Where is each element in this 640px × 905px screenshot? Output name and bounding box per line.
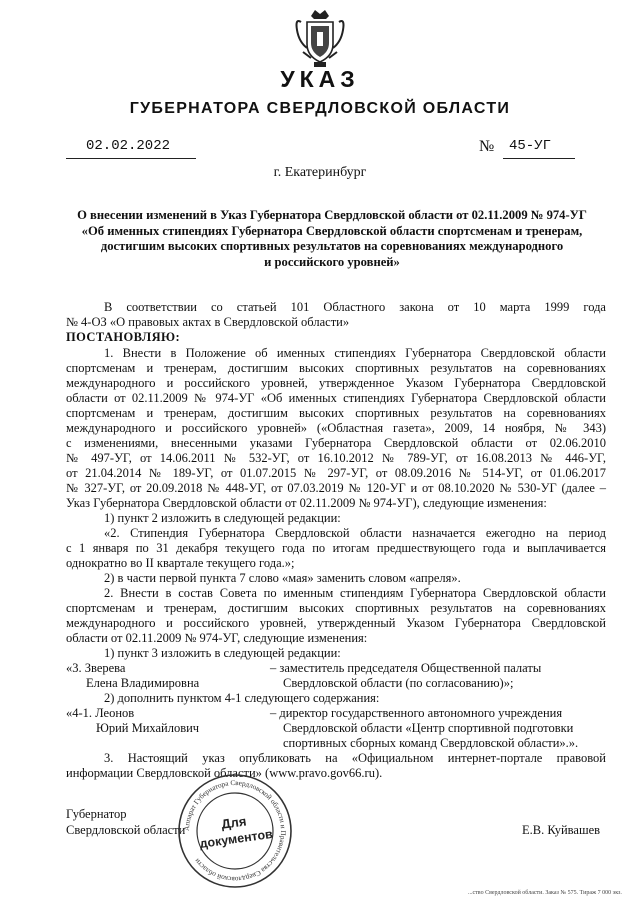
- entry41-position: – директор государственного автономного учреждения: [270, 706, 563, 720]
- document-title: УКАЗ: [280, 66, 360, 92]
- document-subtitle: ГУБЕРНАТОРА СВЕРДЛОВСКОЙ ОБЛАСТИ: [129, 100, 511, 117]
- signatory-position: Губернатор: [66, 807, 127, 821]
- stamp-center-text: Для: [220, 813, 248, 832]
- entry3-name: Елена Владимировна: [86, 676, 200, 690]
- entry41-position: Свердловской области «Центр спортивной подготовки: [283, 721, 574, 735]
- heading-line: и российского уровней»: [264, 254, 400, 269]
- item1-line: области от 02.11.2009 № 974-УГ «Об именных стипендиях Губернатора Свердловской области: [66, 391, 606, 405]
- item1-line: международного и российского уровней, утвержденное Указом Губернатора Свердловской: [66, 376, 606, 390]
- item2-line: области от 02.11.2009 № 974-УГ, следующие изменения:: [66, 631, 368, 645]
- decree-heading: [62, 208, 602, 270]
- item1-line: Указ Губернатора Свердловской области от 02.11.2009 № 974-УГ), следующие изменения:: [66, 496, 547, 510]
- stamp-ring-text: Аппарат Губернатора Свердловской области и Правительства Свердловской области: [182, 778, 288, 884]
- date-field: [66, 138, 196, 159]
- item1-line: № 497-УГ, от 14.06.2011 № 532-УГ, от 16.10.2012 № 789-УГ, от 16.08.2013 № 446-УГ,: [66, 451, 606, 465]
- entry3-surname: «3. Зверева: [66, 661, 126, 675]
- preamble-line: № 4-ОЗ «О правовых актах в Свердловской области»: [66, 315, 350, 329]
- item1-quote-line: «2. Стипендия Губернатора Свердловской области назначается ежегодно на период: [104, 526, 606, 540]
- signatory-position: Свердловской области: [66, 823, 186, 837]
- item1-line: 1. Внести в Положение об именных стипендиях Губернатора Свердловской области: [104, 346, 606, 360]
- item1-quote-line: однократно во II квартале текущего года.»;: [66, 556, 295, 570]
- item1-line: спортсменам и тренерам, достигшим высоких спортивных результатов на соревнованиях: [66, 361, 606, 375]
- entry3-position: – заместитель председателя Общественной палаты: [270, 661, 542, 675]
- item3-line: информации Свердловской области» (www.pravo.gov66.ru).: [66, 766, 383, 780]
- entry41-surname: «4-1. Леонов: [66, 706, 135, 720]
- item2-line: международного и российского уровней, утвержденный Указом Губернатора Свердловской: [66, 616, 606, 630]
- item1-line: спортсменам и тренерам, достигшим высоких спортивных результатов на соревнованиях: [66, 406, 606, 420]
- number-field: [503, 138, 575, 159]
- item2-sub2: 2) дополнить пунктом 4-1 следующего содержания:: [104, 691, 380, 705]
- number-sign: №: [479, 138, 495, 155]
- city: г. Екатеринбург: [273, 165, 367, 180]
- item1-line: № 327-УГ, от 20.09.2018 № 448-УГ, от 07.03.2019 № 120-УГ и от 08.10.2020 № 530-УГ (далее –: [66, 481, 606, 495]
- item2-line: спортсменам и тренерам, достигшим высоких спортивных результатов на соревнованиях: [66, 601, 606, 615]
- entry41-position: спортивных сборных команд Свердловской области».».: [283, 736, 579, 750]
- coat-of-arms-emblem: [293, 8, 347, 70]
- item3-line: 3. Настоящий указ опубликовать на «Официальном интернет-портале правовой: [104, 751, 606, 765]
- entry41-name: Юрий Михайлович: [96, 721, 200, 735]
- item1-line: с изменениями, внесенными указами Губернатора Свердловской области от 02.06.2010: [66, 436, 606, 450]
- heading-line: О внесении изменений в Указ Губернатора Свердловской области от 02.11.2009 № 974-УГ: [77, 208, 587, 222]
- item2-line: 2. Внести в состав Совета по именным стипендиям Губернатора Свердловской области: [104, 586, 606, 600]
- stamp-center-text: документов: [198, 826, 274, 851]
- decree-word: ПОСТАНОВЛЯЮ:: [66, 330, 181, 344]
- item1-sub1: 1) пункт 2 изложить в следующей редакции:: [104, 511, 341, 525]
- heading-line: достигшим высоких спортивных результатов на соревнованиях международного: [100, 239, 564, 253]
- heading-line: «Об именных стипендиях Губернатора Свердловской области спортсменам и тренерам,: [81, 223, 583, 238]
- signatory-name: Е.В. Куйвашев: [522, 823, 601, 837]
- number-value: 45-УГ: [509, 138, 552, 154]
- item1-quote-line: с 1 января по 31 декабря текущего года по итогам предшествующего года и выплачивается: [66, 541, 606, 555]
- date-value: 02.02.2022: [86, 138, 171, 154]
- item1-sub2: 2) в части первой пункта 7 слово «мая» заменить словом «апреля».: [104, 571, 461, 585]
- official-stamp: [176, 772, 294, 890]
- item1-line: от 21.04.2014 № 189-УГ, от 01.07.2015 № 297-УГ, от 08.09.2016 № 514-УГ, от 01.06.2017: [66, 466, 606, 480]
- preamble-line: В соответствии со статьей 101 Областного закона от 10 марта 1999 года: [104, 300, 606, 314]
- item2-sub1: 1) пункт 3 изложить в следующей редакции:: [104, 646, 341, 660]
- entry3-position: Свердловской области (по согласованию)»;: [283, 676, 514, 690]
- print-footer: ...ство Свердловской области. Заказ № 575. Тираж 7 000 экз.: [468, 890, 622, 896]
- item1-line: международного и российского уровней» («Областная газета», 2009, 14 ноября, № 343): [66, 421, 606, 435]
